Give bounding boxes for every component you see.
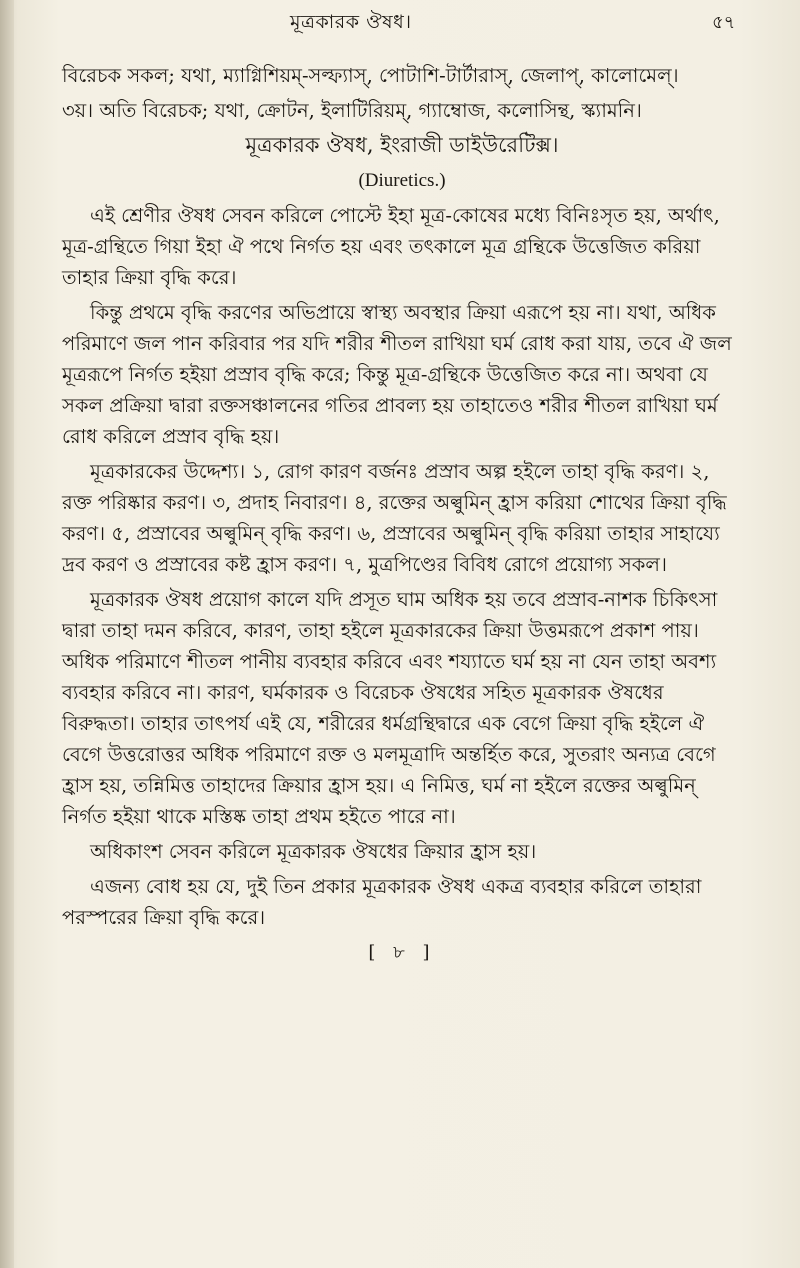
paragraph-drastic-purgatives: ৩য়। অতি বিরেচক; যথা, ক্রোটন, ইলাটিরিয়ম্, গ্যাম্বোজ, কলোসিন্থ, স্ক্যামনি। bbox=[62, 99, 642, 122]
body-paragraph: কিন্তু প্রথমে বৃদ্ধি করণের অভিপ্রায়ে স্বাস্থ্য অবস্থার ক্রিয়া এরূপে হয় না। যথা, অধিক পরিমাণে জল পান করিবার পর যদি শরীর শীতল রাখিয়া ঘর্ম রোধ করা যায়, তবে ঐ জল মূত্ররূপে নির্গত হইয়া প্রস্রাব বৃদ্ধি করে; কিন্তু মূত্র-গ্রন্থিকে উত্তেজিত করে না। অথবা যে সকল প্রক্রিয়া দ্বারা রক্তসঞ্চালনের গতির প্রাবল্য হয় তাহাতেও শরীর শীতল রাখিয়া ঘর্ম রোধ করিলে প্রস্রাব বৃদ্ধি হয়। bbox=[62, 301, 732, 448]
body-paragraph: এজন্য বোধ হয় যে, দুই তিন প্রকার মূত্রকারক ঔষধ একত্র ব্যবহার করিলে তাহারা পরস্পরের ক্রিয়া বৃদ্ধি করে। bbox=[62, 875, 702, 929]
body-paragraph: এই শ্রেণীর ঔষধ সেবন করিলে পোস্টে ইহা মূত্র-কোষের মধ্যে বিনিঃসৃত হয়, অর্থাৎ, মূত্র-গ্রন্থিতে গিয়া ইহা ঐ পথে নির্গত হয় এবং তৎকালে মূত্র গ্রন্থিকে উত্তেজিত করিয়া তাহার ক্রিয়া বৃদ্ধি করে। bbox=[62, 204, 720, 289]
body-paragraph: মূত্রকারকের উদ্দেশ্য। ১, রোগ কারণ বর্জনঃ প্রস্রাব অল্প হইলে তাহা বৃদ্ধি করণ। ২, রক্ত পরিষ্কার করণ। ৩, প্রদাহ নিবারণ। ৪, রক্তের অল্বুমিন্ হ্রাস করিয়া শোথের ক্রিয়া বৃদ্ধি করণ। ৫, প্রস্রাবের অল্বুমিন্ বৃদ্ধি করণ। ৬, প্রস্রাবের অল্বুমিন্ বৃদ্ধি করিয়া তাহার সাহায্যে দ্রব করণ ও প্রস্রাবের কষ্ট হ্রাস করণ। ৭, মুত্রপিণ্ডের বিবিধ রোগে প্রয়োগ্য সকল। bbox=[62, 460, 727, 576]
book-spine-shadow bbox=[0, 0, 14, 1268]
body-paragraph: অধিকাংশ সেবন করিলে মূত্রকারক ঔষধের ক্রিয়ার হ্রাস হয়। bbox=[90, 840, 537, 863]
page-number: ৫৭ bbox=[712, 12, 736, 33]
running-title: মূত্রকারক ঔষধ। bbox=[290, 11, 412, 33]
page-header bbox=[0, 8, 800, 38]
page-body bbox=[62, 60, 742, 972]
section-heading: মূত্রকারক ঔষধ, ইংরাজী ডাইউরেটিক্স। bbox=[245, 133, 559, 157]
signature-mark: [ ৮ ] bbox=[368, 942, 436, 963]
section-subheading: (Diuretics.) bbox=[358, 170, 446, 191]
body-paragraph: মূত্রকারক ঔষধ প্রয়োগ কালে যদি প্রসূত ঘাম অধিক হয় তবে প্রস্রাব-নাশক চিকিৎসা দ্বারা তাহা দমন করিবে, কারণ, তাহা হইলে মূত্রকারকের ক্রিয়া উত্তমরূপে প্রকাশ পায়। অধিক পরিমাণে শীতল পানীয় ব্যবহার করিবে এবং শয্যাতে ঘর্ম হয় না যেন তাহা অবশ্য ব্যবহার করিবে না। কারণ, ঘর্মকারক ও বিরেচক ঔষধের সহিত মূত্রকারক ঔষধের বিরুদ্ধতা। তাহার তাৎপর্য এই যে, শরীরের ধর্মগ্রন্থিদ্বারে এক বেগে ক্রিয়া বৃদ্ধি হইলে ঐ বেগে উত্তরোত্তর অধিক পরিমাণে রক্ত ও মলমূত্রাদি অন্তর্হিত করে, সুতরাং অন্যত্র বেগে হ্রাস হয়, তন্নিমিত্ত তাহাদের ক্রিয়ার হ্রাস হয়। এ নিমিত্ত, ঘর্ম না হইলে রক্তের অল্বুমিন্ নির্গত হইয়া থাকে মস্তিষ্ক তাহা প্রথম হইতে পারে না। bbox=[62, 588, 718, 828]
paragraph-purgatives-list: বিরেচক সকল; যথা, ম্যাগ্নিশিয়ম্-সল্ফ্যাস্, পোটাশি-টার্টারাস্, জেলাপ্, কালোমেল্। bbox=[62, 64, 679, 87]
